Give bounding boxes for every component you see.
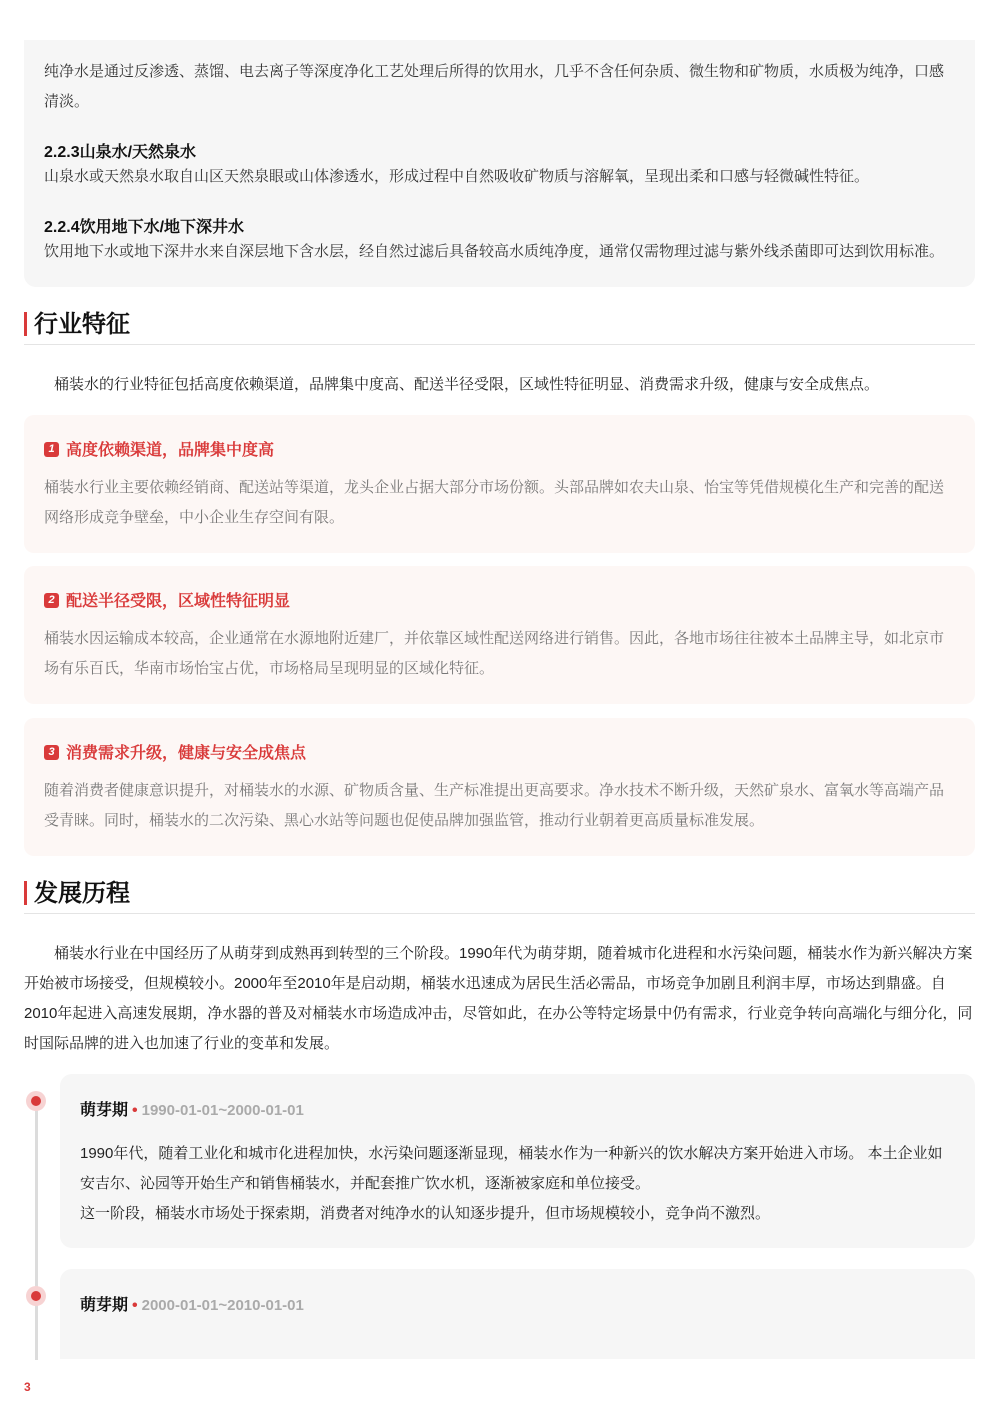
pure-water-description: 纯净水是通过反渗透、蒸馏、电去离子等深度净化工艺处理后所得的饮用水，几乎不含任何杂质、微生物和矿物质，水质极为纯净，口感清淡。 — [44, 63, 945, 110]
phase-description — [80, 1139, 945, 1229]
section-accent-bar — [24, 312, 27, 336]
subsection-title: 2.2.4饮用地下水/地下深井水 — [44, 219, 245, 236]
timeline-dot — [31, 1096, 41, 1106]
phase-paragraph: 1990年代，随着工业化和城市化进程加快，水污染问题逐渐显现，桶装水作为一种新兴的饮水解决方案开始进入市场。 本土企业如安吉尔、沁园等开始生产和销售桶装水，并配套推广饮水机，逐渐被家庭和单位接受。 — [80, 1145, 943, 1192]
history-intro: 桶装水行业在中国经历了从萌芽到成熟再到转型的三个阶段。1990年代为萌芽期，随着城市化进程和水污染问题，桶装水作为新兴解决方案开始被市场接受，但规模较小。2000年至2010年是启动期，桶装水迅速成为居民生活必需品，市场竞争加剧且利润丰厚，市场达到鼎盛。自2010年起进入高速发展期，净水器的普及对桶装水市场造成冲击，尽管如此，在办公等特定场景中仍有需求，行业竞争转向高端化与细分化，同时国际品牌的进入也加速了行业的变革和发展。 — [24, 945, 973, 1052]
water-types-box — [24, 40, 975, 287]
timeline-dot — [31, 1291, 41, 1301]
feature-title: 消费需求升级，健康与安全成焦点 — [66, 745, 307, 762]
page-number: 3 — [24, 1380, 31, 1394]
section-header-history — [24, 869, 975, 914]
phase-name: 萌芽期 — [80, 1102, 129, 1119]
feature-number-badge: 3 — [44, 745, 59, 760]
feature-card — [24, 566, 975, 704]
subsection-text: 饮用地下水或地下深井水来自深层地下含水层，经自然过滤后具备较高水质纯净度，通常仅需物理过滤与紫外线杀菌即可达到饮用标准。 — [44, 243, 945, 260]
feature-card — [24, 718, 975, 856]
feature-text: 桶装水因运输成本较高，企业通常在水源地附近建厂，并依靠区域性配送网络进行销售。因此，各地市场往往被本土品牌主导，如北京市场有乐百氏，华南市场怡宝占优，市场格局呈现明显的区域化特征。 — [44, 630, 945, 677]
feature-title: 高度依赖渠道，品牌集中度高 — [66, 442, 275, 459]
section-header-industry — [24, 300, 975, 345]
feature-number-badge: 1 — [44, 442, 59, 457]
feature-title: 配送半径受限，区域性特征明显 — [66, 593, 291, 610]
phase-separator: • — [132, 1102, 138, 1119]
timeline-card — [60, 1074, 975, 1248]
section-title: 行业特征 — [34, 311, 130, 338]
phase-header — [80, 1292, 304, 1315]
feature-card — [24, 415, 975, 553]
subsection-title: 2.2.3山泉水/天然泉水 — [44, 144, 197, 161]
phase-paragraph: 这一阶段，桶装水市场处于探索期，消费者对纯净水的认知逐步提升，但市场规模较小，竞争尚不激烈。 — [80, 1205, 771, 1222]
timeline-line — [35, 1098, 38, 1360]
industry-intro: 桶装水的行业特征包括高度依赖渠道，品牌集中度高、配送半径受限，区域性特征明显、消费需求升级，健康与安全成焦点。 — [54, 376, 880, 393]
feature-text: 随着消费者健康意识提升，对桶装水的水源、矿物质含量、生产标准提出更高要求。净水技术不断升级，天然矿泉水、富氧水等高端产品受青睐。同时，桶装水的二次污染、黑心水站等问题也促使品牌加强监管，推动行业朝着更高质量标准发展。 — [44, 782, 945, 829]
feature-text: 桶装水行业主要依赖经销商、配送站等渠道，龙头企业占据大部分市场份额。头部品牌如农夫山泉、怡宝等凭借规模化生产和完善的配送网络形成竞争壁垒，中小企业生存空间有限。 — [44, 479, 945, 526]
feature-number-badge: 2 — [44, 593, 59, 608]
phase-date: 1990-01-01~2000-01-01 — [141, 1102, 304, 1119]
phase-header — [80, 1097, 304, 1120]
phase-name: 萌芽期 — [80, 1297, 129, 1314]
timeline-card — [60, 1269, 975, 1359]
section-title: 发展历程 — [34, 880, 130, 907]
subsection-text: 山泉水或天然泉水取自山区天然泉眼或山体渗透水，形成过程中自然吸收矿物质与溶解氧，呈现出柔和口感与轻微碱性特征。 — [44, 168, 870, 185]
phase-date: 2000-01-01~2010-01-01 — [141, 1297, 304, 1314]
section-accent-bar — [24, 881, 27, 905]
phase-separator: • — [132, 1297, 138, 1314]
